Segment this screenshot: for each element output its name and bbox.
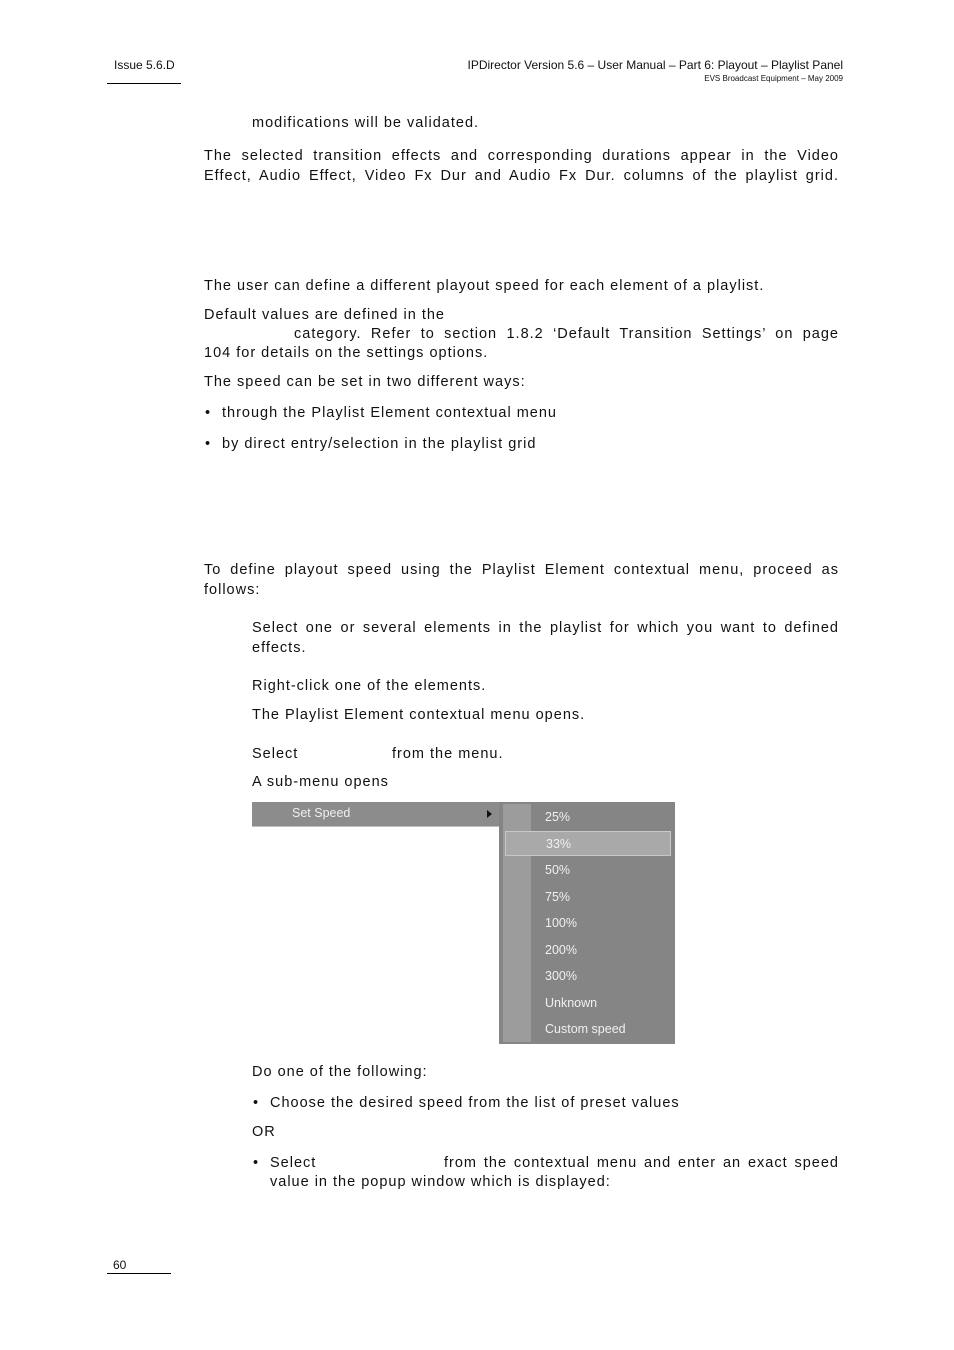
submenu-item-100[interactable]: 100% xyxy=(545,916,577,930)
submenu-item-50[interactable]: 50% xyxy=(545,863,571,877)
para-default-line2: category. Refer to section 1.8.2 ‘Default Transition Settings’ on page xyxy=(294,326,839,342)
para-define-speed: To define playout speed using the Playlist Element contextual menu, proceed as follows: xyxy=(204,562,839,598)
bullet-choose-preset: • Choose the desired speed from the list of preset values xyxy=(270,1094,680,1114)
submenu-item-300[interactable]: 300% xyxy=(545,969,577,983)
set-speed-label: Set Speed xyxy=(292,806,351,820)
para-validated: modifications will be validated. xyxy=(252,115,480,131)
page-number: 60 xyxy=(113,1258,127,1272)
para-speed-ways: The speed can be set in two different ways: xyxy=(204,374,526,390)
set-speed-menu-item[interactable] xyxy=(252,802,501,827)
para-user-speed: The user can define a different playout speed for each element of a playlist. xyxy=(204,278,765,294)
bullet-direct-entry: • by direct entry/selection in the playlist grid xyxy=(222,435,536,455)
or-label: OR xyxy=(252,1124,276,1140)
step-menu-opens: The Playlist Element contextual menu opens. xyxy=(252,707,586,723)
submenu-item-unknown[interactable]: Unknown xyxy=(545,996,598,1010)
submenu-item-75[interactable]: 75% xyxy=(545,890,571,904)
step-select-word: Select xyxy=(252,746,299,762)
header-rule xyxy=(107,83,181,84)
bullet-select-rest-line1: from the contextual menu and enter an exact speed xyxy=(444,1155,839,1171)
speed-submenu xyxy=(499,802,675,1044)
footer-rule xyxy=(107,1273,171,1274)
para-transition: The selected transition effects and corresponding durations appear in the Video Effect, Audio Effect, Video Fx Dur and Audio Fx Dur. columns of the playlist grid. xyxy=(204,148,839,184)
submenu-item-25[interactable]: 25% xyxy=(545,810,571,824)
doc-title: IPDirector Version 5.6 – User Manual – Part 6: Playout – Playlist Panel xyxy=(467,58,843,72)
step-from-menu: from the menu. xyxy=(392,746,504,762)
step-right-click: Right-click one of the elements. xyxy=(252,678,487,694)
bullet-contextual-menu: • through the Playlist Element contextual menu xyxy=(222,404,557,424)
para-default-line1: Default values are defined in the xyxy=(204,307,445,323)
para-default-line3: 104 for details on the settings options. xyxy=(204,345,489,361)
submenu-item-33[interactable]: 33% xyxy=(505,831,671,856)
doc-subtitle: EVS Broadcast Equipment – May 2009 xyxy=(704,74,843,83)
step-submenu-opens: A sub-menu opens xyxy=(252,774,389,790)
step-select-elements: Select one or several elements in the playlist for which you want to defined effects. xyxy=(252,620,839,656)
issue-label: Issue 5.6.D xyxy=(114,58,175,72)
submenu-arrow-icon xyxy=(487,810,492,818)
bullet-select-rest-line2: value in the popup window which is displayed: xyxy=(270,1174,611,1190)
submenu-item-custom-speed[interactable]: Custom speed xyxy=(545,1022,626,1036)
submenu-item-200[interactable]: 200% xyxy=(545,943,577,957)
bullet-select-word: • Select xyxy=(270,1154,316,1174)
step-do-one: Do one of the following: xyxy=(252,1064,428,1080)
